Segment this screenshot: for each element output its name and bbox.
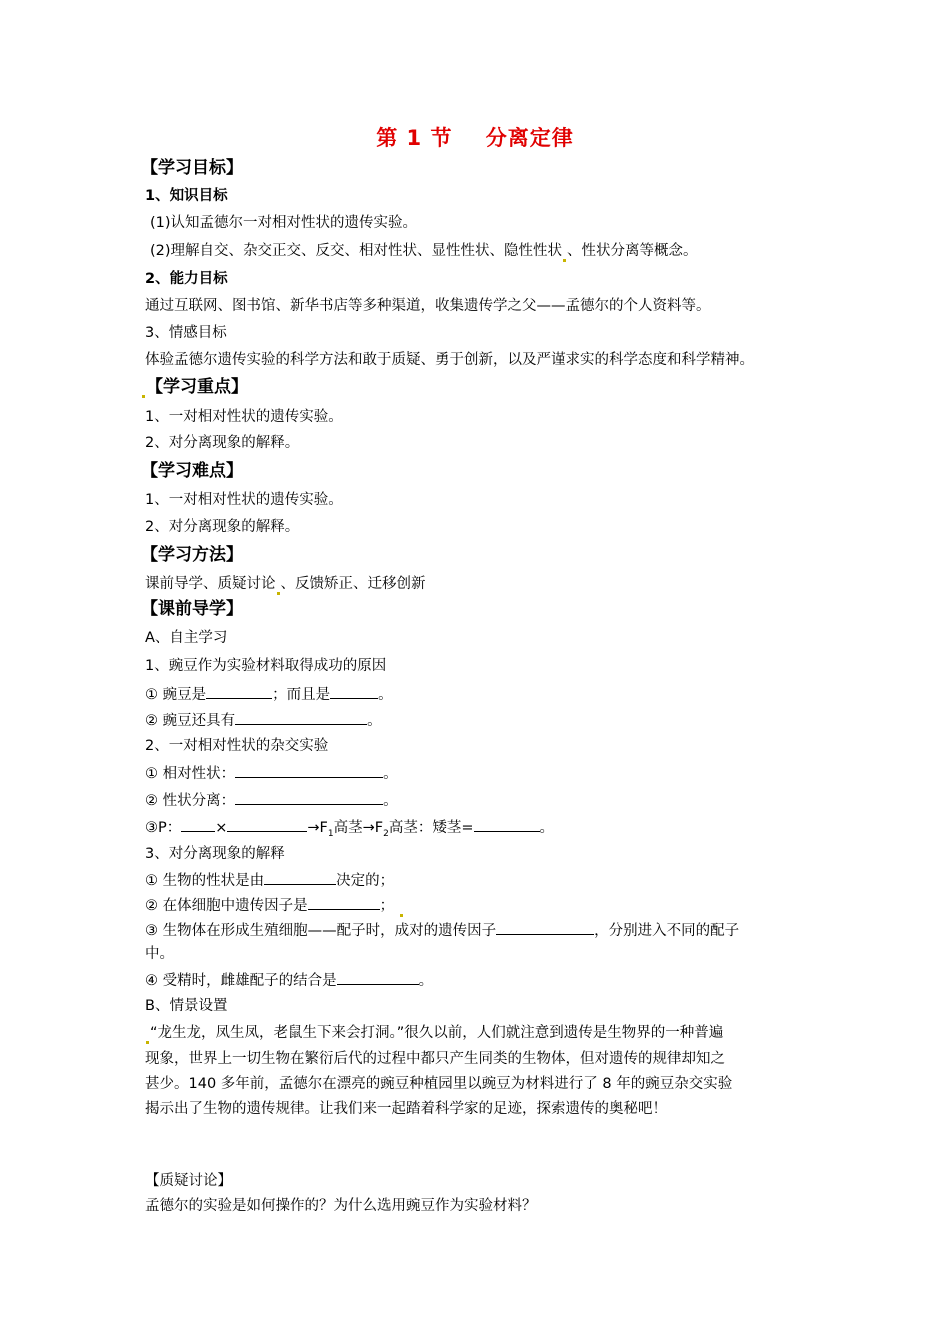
emotion-objective-text: 体验孟德尔遗传实验的科学方法和敢于质疑、勇于创新，以及严谨求实的科学态度和科学精神。 <box>145 352 754 368</box>
fill-blank[interactable] <box>496 919 594 935</box>
scenario-paragraph-line-4: 揭示出了生物的遗传规律。让我们来一起踏着科学家的足迹，探索遗传的奥秘吧！ <box>145 1101 667 1117</box>
fill-blank[interactable] <box>308 894 380 910</box>
methods-text: 课前导学、质疑讨论 、反馈矫正、迁移创新 <box>145 573 426 595</box>
discussion-header: 【质疑讨论】 <box>145 1173 232 1189</box>
question-2: 2、一对相对性状的杂交实验 <box>145 738 329 754</box>
question-3d: ④ 受精时，雌雄配子的结合是 。 <box>145 969 433 992</box>
page-title: 第 1 节 分离定律 <box>376 126 574 150</box>
scenario-paragraph-line-2: 现象，世界上一切生物在繁衍后代的过程中都只产生同类的生物体，但对遗传的规律却知之 <box>145 1051 725 1067</box>
question-2c: ③P： × $\to F_1$高茎$\to F_2$高茎：矮茎= 。 <box>145 816 554 845</box>
knowledge-objective-1: (1)认知孟德尔一对相对性状的遗传实验。 <box>150 215 418 231</box>
knowledge-objective-2: (2)理解自交、杂交正交、反交、相对性状、显性性状、隐性性状 、性状分离等概念。 <box>150 240 698 262</box>
fill-blank[interactable] <box>206 683 272 699</box>
question-1a: ① 豌豆是 ；而且是 。 <box>145 683 393 706</box>
fill-blank[interactable] <box>264 869 336 885</box>
fill-blank[interactable] <box>235 762 383 778</box>
question-2b: ② 性状分离： 。 <box>145 789 398 812</box>
question-2a: ① 相对性状： 。 <box>145 762 398 785</box>
fill-blank[interactable] <box>235 789 383 805</box>
discussion-question: 孟德尔的实验是如何操作的？为什么选用豌豆作为实验材料？ <box>145 1198 537 1214</box>
ability-objective-title: 2、能力目标 <box>145 271 228 287</box>
key-point-1: 1、一对相对性状的遗传实验。 <box>145 409 343 425</box>
fill-blank[interactable] <box>474 816 540 832</box>
knowledge-objective-title: 1、知识目标 <box>145 188 228 204</box>
fill-blank[interactable] <box>181 816 215 832</box>
question-3c: ③ 生物体在形成生殖细胞——配子时，成对的遗传因子 ，分别进入不同的配子 <box>145 919 739 942</box>
key-point-2: 2、对分离现象的解释。 <box>145 435 300 451</box>
difficulty-1: 1、一对相对性状的遗传实验。 <box>145 492 343 508</box>
fill-blank[interactable] <box>227 816 307 832</box>
ability-objective-text: 通过互联网、图书馆、新华书店等多种渠道，收集遗传学之父——孟德尔的个人资料等。 <box>145 298 711 314</box>
section-header-difficulties: 【学习难点】 <box>141 461 243 481</box>
section-header-preview: 【课前导学】 <box>141 599 243 619</box>
self-study-label: A、自主学习 <box>145 630 228 646</box>
scenario-paragraph-line-1: “龙生龙，凤生凤，老鼠生下来会打洞。”很久以前，人们就注意到遗传是生物界的一种普遍 <box>145 1022 723 1044</box>
question-1: 1、豌豆作为实验材料取得成功的原因 <box>145 658 387 674</box>
question-3c-cont: 中。 <box>145 946 174 962</box>
question-1b: ② 豌豆还具有 。 <box>145 709 382 732</box>
fill-blank[interactable] <box>330 683 378 699</box>
emotion-objective-title: 3、情感目标 <box>145 325 227 341</box>
section-header-key-points: 【学习重点】 <box>141 376 248 398</box>
scenario-paragraph-line-3: 甚少。140 多年前，孟德尔在漂亮的豌豆种植园里以豌豆为材料进行了 8 年的豌豆杂交实验 <box>145 1076 733 1092</box>
section-header-methods: 【学习方法】 <box>141 545 243 565</box>
question-3a: ① 生物的性状是由 决定的； <box>145 869 394 892</box>
fill-blank[interactable] <box>235 709 367 725</box>
question-3b: ② 在体细胞中遗传因子是 ； <box>145 894 404 917</box>
question-3: 3、对分离现象的解释 <box>145 846 285 862</box>
scenario-label: B、情景设置 <box>145 998 228 1014</box>
section-header-objectives: 【学习目标】 <box>141 158 243 178</box>
fill-blank[interactable] <box>337 969 419 985</box>
difficulty-2: 2、对分离现象的解释。 <box>145 519 300 535</box>
